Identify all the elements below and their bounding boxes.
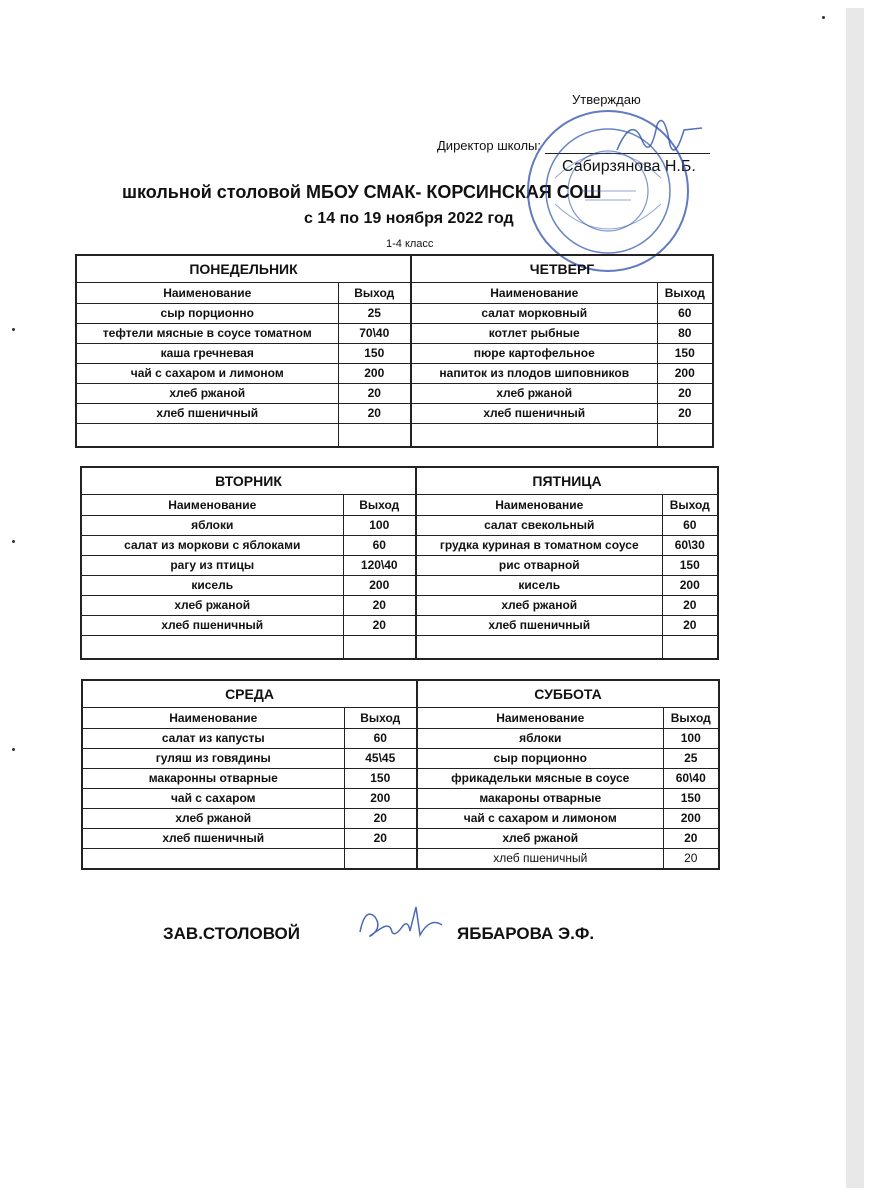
- table-row: [82, 789, 719, 809]
- empty-row: [76, 424, 713, 448]
- dish-name: тефтели мясные в соусе томатном: [76, 324, 338, 344]
- table-row: [82, 769, 719, 789]
- table-row: [76, 404, 713, 424]
- dish-name: салат из капусты: [82, 729, 344, 749]
- dish-name: хлеб ржаной: [81, 596, 343, 616]
- dish-name: хлеб ржаной: [416, 596, 662, 616]
- column-header-name: Наименование: [82, 708, 344, 729]
- dish-name: каша гречневая: [76, 344, 338, 364]
- dish-amount: 100: [663, 729, 719, 749]
- dish-name: хлеб пшеничный: [82, 829, 344, 849]
- dish-name: салат морковный: [411, 304, 657, 324]
- dish-amount: 200: [343, 576, 416, 596]
- scan-speck: [12, 540, 15, 543]
- dish-name: чай с сахаром и лимоном: [76, 364, 338, 384]
- dish-name: кисель: [416, 576, 662, 596]
- dish-amount: 20: [663, 849, 719, 870]
- dish-name: макароны отварные: [417, 789, 663, 809]
- dish-amount: 20: [662, 616, 718, 636]
- table-row: [81, 616, 718, 636]
- director-name: Сабирзянова Н.Б.: [562, 158, 696, 175]
- dish-name: хлеб пшеничный: [81, 616, 343, 636]
- dish-name: хлеб ржаной: [82, 809, 344, 829]
- dish-name: чай с сахаром и лимоном: [417, 809, 663, 829]
- table-row: [81, 516, 718, 536]
- dish-name: рагу из птицы: [81, 556, 343, 576]
- dish-amount: 20: [344, 809, 417, 829]
- dish-amount: 200: [662, 576, 718, 596]
- dish-name: кисель: [81, 576, 343, 596]
- dish-name: рис отварной: [416, 556, 662, 576]
- dish-name: хлеб пшеничный: [76, 404, 338, 424]
- dish-amount: 100: [343, 516, 416, 536]
- dish-amount: 60\40: [663, 769, 719, 789]
- canteen-head-role: ЗАВ.СТОЛОВОЙ: [163, 924, 300, 943]
- dish-name: макаронны отварные: [82, 769, 344, 789]
- table-row: [81, 576, 718, 596]
- dish-amount: 20: [344, 829, 417, 849]
- column-header-name: Наименование: [81, 495, 343, 516]
- table-row: [81, 536, 718, 556]
- dish-amount: 20: [662, 596, 718, 616]
- dish-amount: 150: [657, 344, 713, 364]
- day-title-left: СРЕДА: [82, 680, 417, 708]
- dish-amount: 80: [657, 324, 713, 344]
- dish-amount: 60: [344, 729, 417, 749]
- table-row: [76, 304, 713, 324]
- dish-name: гуляш из говядины: [82, 749, 344, 769]
- director-signature-icon: [612, 110, 707, 165]
- dish-amount: 150: [662, 556, 718, 576]
- scan-speck: [12, 748, 15, 751]
- table-row: [81, 596, 718, 616]
- dish-amount: 20: [338, 404, 411, 424]
- column-header-amount: Выход: [338, 283, 411, 304]
- table-row: [76, 364, 713, 384]
- dish-name: котлет рыбные: [411, 324, 657, 344]
- column-header-amount: Выход: [343, 495, 416, 516]
- dish-amount: 60: [662, 516, 718, 536]
- dish-amount: 20: [338, 384, 411, 404]
- table-row: [76, 384, 713, 404]
- dish-name: хлеб пшеничный: [416, 616, 662, 636]
- canteen-head-name: ЯББАРОВА Э.Ф.: [457, 924, 595, 943]
- table-row: [76, 344, 713, 364]
- day-title-left: ПОНЕДЕЛЬНИК: [76, 255, 411, 283]
- column-header-name: Наименование: [417, 708, 663, 729]
- dish-amount: 200: [657, 364, 713, 384]
- dish-amount: 45\45: [344, 749, 417, 769]
- column-header-name: Наименование: [416, 495, 662, 516]
- column-header-name: Наименование: [76, 283, 338, 304]
- column-header-name: Наименование: [411, 283, 657, 304]
- day-title-right: СУББОТА: [417, 680, 719, 708]
- dish-amount: 70\40: [338, 324, 411, 344]
- dish-amount: 150: [344, 769, 417, 789]
- dish-name: грудка куриная в томатном соусе: [416, 536, 662, 556]
- table-row: [82, 809, 719, 829]
- scan-speck: [12, 328, 15, 331]
- dish-amount: 150: [338, 344, 411, 364]
- dish-name: яблоки: [417, 729, 663, 749]
- dish-name: салат свекольный: [416, 516, 662, 536]
- dish-amount: 20: [663, 829, 719, 849]
- dish-amount: 200: [338, 364, 411, 384]
- dish-name: хлеб пшеничный: [411, 404, 657, 424]
- dish-name: хлеб ржаной: [76, 384, 338, 404]
- dish-amount: 200: [663, 809, 719, 829]
- menu-table-2: [80, 466, 719, 660]
- canteen-head-signature-icon: [350, 897, 450, 947]
- dish-name: сыр порционно: [76, 304, 338, 324]
- table-row: [82, 749, 719, 769]
- day-title-right: ЧЕТВЕРГ: [411, 255, 713, 283]
- dish-amount: 20: [657, 384, 713, 404]
- empty-row: [81, 636, 718, 660]
- dish-name: сыр порционно: [417, 749, 663, 769]
- dish-amount: 25: [338, 304, 411, 324]
- table-row: [82, 849, 719, 870]
- dish-amount: 20: [343, 616, 416, 636]
- document-title: школьной столовой МБОУ СМАК- КОРСИНСКАЯ СОШ: [122, 182, 602, 202]
- dish-name: фрикадельки мясные в соусе: [417, 769, 663, 789]
- day-title-left: ВТОРНИК: [81, 467, 416, 495]
- approve-label: Утверждаю: [572, 92, 641, 107]
- column-header-amount: Выход: [657, 283, 713, 304]
- dish-amount: 60: [343, 536, 416, 556]
- scan-speck: [822, 16, 825, 19]
- column-header-amount: Выход: [344, 708, 417, 729]
- dish-amount: 20: [343, 596, 416, 616]
- dish-name: пюре картофельное: [411, 344, 657, 364]
- dish-amount: 25: [663, 749, 719, 769]
- dish-amount: 60\30: [662, 536, 718, 556]
- scan-edge-shadow: [846, 8, 864, 1188]
- dish-name: хлеб пшеничный: [417, 849, 663, 870]
- grade-label: 1-4 класс: [386, 238, 434, 250]
- dish-amount: 60: [657, 304, 713, 324]
- dish-name: напиток из плодов шиповников: [411, 364, 657, 384]
- menu-table-3: [81, 679, 720, 870]
- column-header-amount: Выход: [662, 495, 718, 516]
- dish-amount: 150: [663, 789, 719, 809]
- dish-amount: 20: [657, 404, 713, 424]
- dish-name: хлеб ржаной: [411, 384, 657, 404]
- column-header-amount: Выход: [663, 708, 719, 729]
- director-label: Директор школы:: [437, 138, 541, 153]
- dish-amount: 200: [344, 789, 417, 809]
- table-row: [82, 829, 719, 849]
- day-title-right: ПЯТНИЦА: [416, 467, 718, 495]
- table-row: [82, 729, 719, 749]
- document-period: с 14 по 19 ноября 2022 год: [304, 210, 514, 227]
- table-row: [76, 324, 713, 344]
- dish-name: хлеб ржаной: [417, 829, 663, 849]
- dish-name: салат из моркови с яблоками: [81, 536, 343, 556]
- table-row: [81, 556, 718, 576]
- dish-amount: 120\40: [343, 556, 416, 576]
- menu-table-1: [75, 254, 714, 448]
- dish-name: чай с сахаром: [82, 789, 344, 809]
- dish-name: яблоки: [81, 516, 343, 536]
